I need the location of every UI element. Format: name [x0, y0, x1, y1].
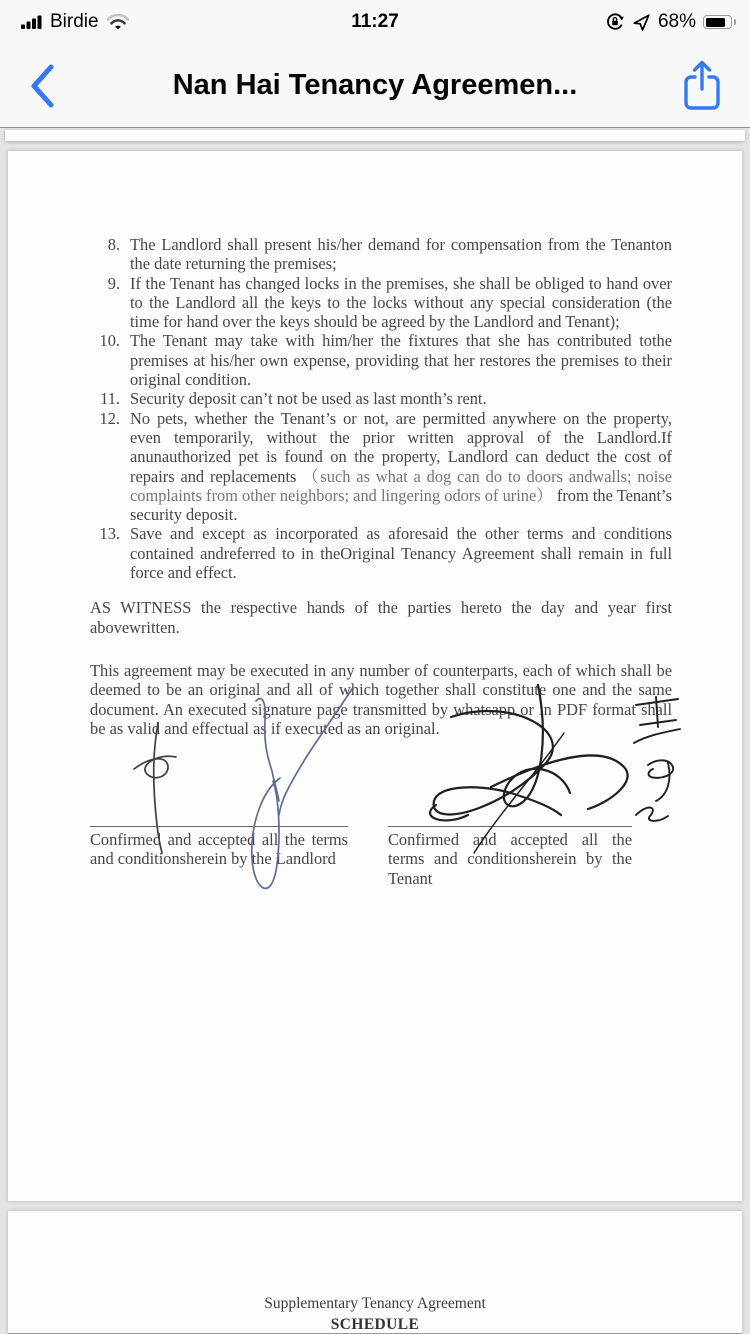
signature-block-tenant — [388, 826, 632, 888]
clause-number: 9. — [107, 273, 120, 293]
clock: 11:27 — [351, 11, 399, 32]
clause-text — [130, 409, 672, 525]
battery-icon — [703, 15, 732, 29]
carrier-label: Birdie — [50, 11, 99, 32]
back-button[interactable] — [18, 58, 66, 114]
status-bar — [0, 0, 750, 44]
clause-segment-light: （such as what a dog can do to doors andwalls; noise complaints from other neighbors; and lingering odors of urine） — [130, 466, 673, 505]
orientation-lock-icon — [605, 12, 625, 32]
clause-segment: No pets, whether the Tenant’s or not, are permitted anywhere on the property, even temporarily, without the prior written approval of the Landlord.If anunauthorized pet is found on the property, Landlord can deduct the cost of repairs and replacements — [130, 408, 672, 486]
clause-item — [90, 409, 672, 525]
previous-page-edge — [5, 130, 745, 141]
clause-segment: from the Tenant’s security deposit. — [130, 485, 672, 525]
share-button[interactable] — [676, 54, 728, 118]
clause-item — [90, 331, 672, 389]
back-chevron-icon — [29, 63, 55, 109]
clause-item — [90, 389, 672, 408]
clause-number: 13. — [99, 524, 120, 544]
clause-text: Security deposit can’t not be used as last month’s rent. — [130, 389, 487, 409]
clause-item — [90, 524, 672, 582]
clause-text: Save and except as incorporated as aforesaid the other terms and conditions contained andreferred to in theOriginal Tenancy Agreement shall remain in full force and effect. — [130, 524, 672, 583]
clause-text: The Tenant may take with him/her the fixtures that she has contributed tothe premises at his/her own expense, providing that her restores the premises to their original condition. — [130, 331, 672, 390]
clause-item — [90, 274, 672, 332]
clause-text: If the Tenant has changed locks in the premises, she shall be obliged to hand over to the Landlord all the keys to the locks without any special consideration (the time for hand over the keys should be agreed by the Landlord and Tenant); — [130, 273, 672, 332]
clause-number: 10. — [99, 331, 120, 351]
landlord-caption: Confirmed and accepted all the terms and conditionsherein by the Landlord — [90, 826, 348, 869]
counterparts-paragraph: This agreement may be executed in any number of counterparts, each of which shall be deemed to be an original and all of which together shall constitute one and the same document. An executed signature page transmitted by whatsapp or in PDF format shall be as valid and effectual as if executed as an original. — [90, 660, 672, 738]
battery-percent-label: 68% — [657, 11, 696, 32]
page2-title: Supplementary Tenancy Agreement — [264, 1295, 486, 1312]
signature-block-landlord — [90, 826, 348, 888]
signature-section — [90, 826, 672, 888]
clause-number: 12. — [99, 408, 120, 428]
witness-paragraph: AS WITNESS the respective hands of the parties hereto the day and year first abovewritten. — [90, 598, 672, 637]
clause-number: 8. — [107, 235, 120, 254]
pdf-page-2 — [8, 1211, 742, 1334]
tenant-caption: Confirmed and accepted all the terms and conditionsherein by the Tenant — [388, 826, 632, 888]
clause-number: 11. — [100, 389, 120, 409]
nav-bar — [0, 44, 750, 128]
clause-item — [90, 235, 672, 274]
location-arrow-icon — [632, 13, 651, 32]
clause-text: The Landlord shall present his/her demand for compensation from the Tenanton the date returning the premises; — [130, 235, 672, 274]
pdf-page-1 — [8, 151, 742, 1201]
share-icon — [683, 60, 721, 112]
pdf-preview-scroll[interactable] — [0, 130, 750, 1334]
page2-schedule-heading: SCHEDULE — [330, 1316, 420, 1333]
document-title: Nan Hai Tenancy Agreemen... — [172, 69, 578, 101]
numbered-clause-list — [90, 235, 672, 582]
